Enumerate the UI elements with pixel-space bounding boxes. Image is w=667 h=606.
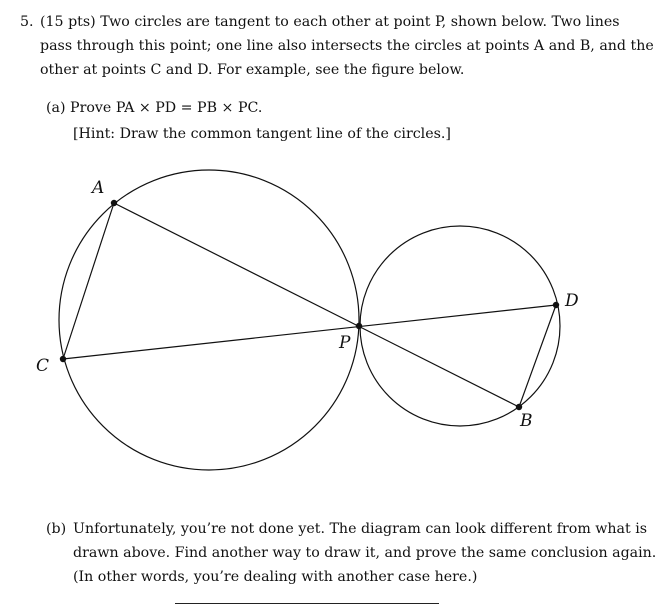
part-b [46,517,657,589]
label-d: D [565,291,579,311]
segment-ac [63,203,114,359]
point-c-dot [60,356,66,362]
point-p-dot [356,323,362,329]
point-b-dot [516,404,522,410]
part-b-line-2: drawn above. Find another way to draw it, and prove the same conclusion again. [73,545,657,561]
segment-db [519,305,556,407]
large-circle [59,170,359,470]
part-b-text [73,517,657,589]
page-divider [175,603,439,604]
label-c: C [36,356,50,376]
problem-number: 5. [20,14,34,30]
point-a-dot [111,200,117,206]
part-b-line-1: Unfortunately, you’re not done yet. The diagram can look different from what is [73,521,648,537]
label-p: P [339,333,351,353]
problem-line-2: pass through this point; one line also intersects the circles at points A and B, and the [40,38,654,54]
small-circle [360,226,560,426]
part-b-line-3: (In other words, you’re dealing with another case here.) [73,569,478,585]
line-cd [63,305,556,359]
label-b: B [520,411,533,431]
part-a-statement: Prove PA × PD = PB × PC. [70,100,263,116]
part-a-label: (a) [46,100,66,116]
problem-line-1: (15 pts) Two circles are tangent to each other at point P, shown below. Two lines [40,14,620,30]
part-a-hint: [Hint: Draw the common tangent line of the circles.] [73,126,451,142]
problem-line-3: other at points C and D. For example, see the figure below. [40,62,465,78]
line-ab [114,203,519,407]
label-a: A [92,178,105,198]
point-d-dot [553,302,559,308]
part-b-label: (b) [46,521,67,537]
